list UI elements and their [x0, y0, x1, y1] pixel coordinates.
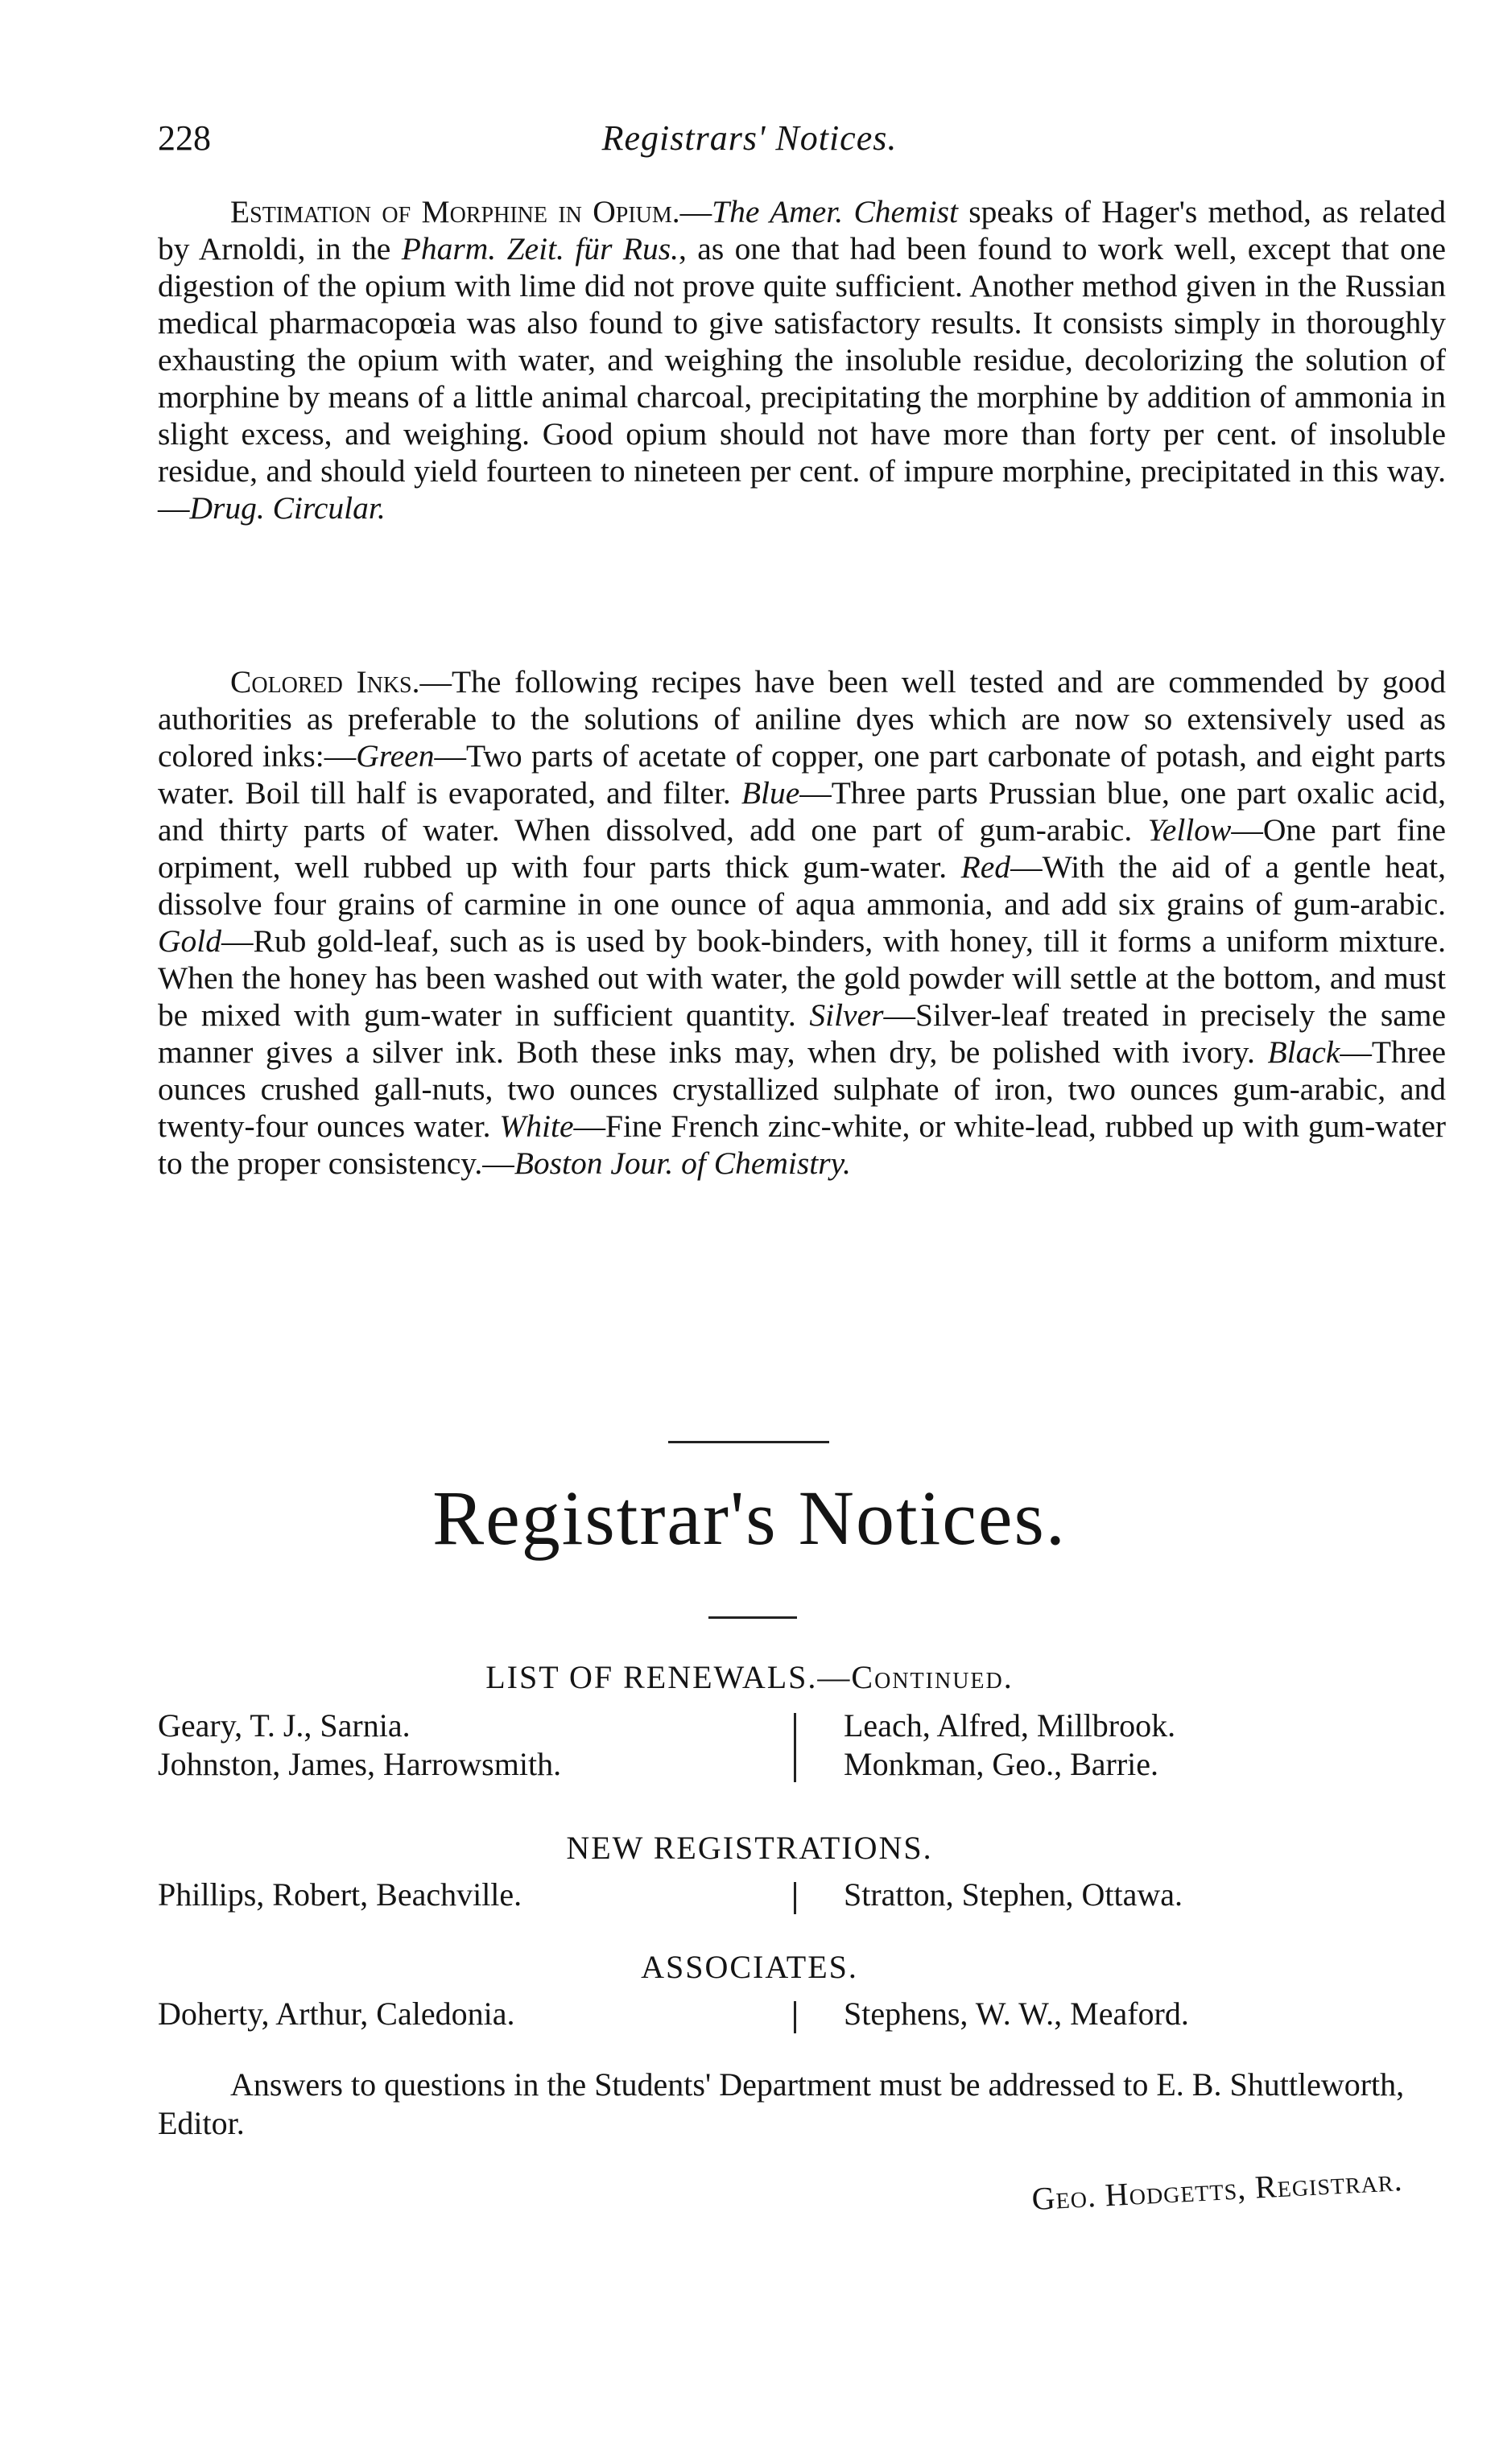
- running-title: Registrars' Notices.: [601, 118, 898, 158]
- ink-name: Yellow: [1147, 812, 1232, 848]
- answers-note-text: Answers to questions in the Students' Department must be addressed to E. B. Shuttleworth, Editor.: [158, 2066, 1405, 2141]
- list-item: Stephens, W. W., Meaford.: [844, 1996, 1189, 2032]
- article-text: —Rub gold-leaf, such as is used by book-binders, with honey, till it forms a uniform mixture. When the honey has been washed out with water, the gold powder will settle at the bottom, and must be mixed with gum-water in sufficient quantity.: [158, 923, 1446, 1033]
- names-column-left: [158, 1876, 770, 1914]
- ink-name: Green: [356, 738, 435, 774]
- article-morphine: [158, 193, 1446, 526]
- article-text: —With the aid of a gentle heat, dissolve four grains of carmine in one ounce of aqua ammonia, and add six grains of gum-arabic.: [158, 849, 1446, 922]
- ink-name: White: [499, 1108, 574, 1144]
- page-number: 228: [158, 118, 211, 158]
- ink-name: Gold: [158, 923, 221, 959]
- ink-name: Silver: [809, 997, 884, 1033]
- section-title: Registrar's Notices.: [432, 1475, 1067, 1561]
- new-registrations-list: [158, 1876, 1341, 1924]
- column-separator: [794, 2001, 796, 2033]
- column-separator: [794, 1882, 796, 1914]
- registrar-signature: Geo. Hodgetts, Registrar.: [1030, 2161, 1404, 2218]
- renewals-list: [158, 1707, 1341, 1787]
- source-citation: The Amer. Chemist: [712, 194, 958, 229]
- article-text: —Silver-leaf treated in precisely the same manner gives a silver ink. Both these inks may, when dry, be polished with ivory.: [158, 997, 1446, 1070]
- article-text: —The following recipes have been well tested and are commended by good authorities as preferable to the solutions of aniline dyes which are now so extensively used as colored inks:—: [158, 664, 1447, 774]
- running-header: [158, 118, 1341, 174]
- ink-name: Black: [1267, 1034, 1340, 1070]
- ink-name: Red: [960, 849, 1011, 885]
- list-item: Geary, T. J., Sarnia.: [158, 1707, 411, 1744]
- source-citation: Drug. Circular.: [189, 490, 386, 526]
- list-item: Leach, Alfred, Millbrook.: [844, 1707, 1176, 1744]
- article-text: —One part fine orpiment, well rubbed up with four parts thick gum-water.: [158, 812, 1446, 885]
- names-column-left: [158, 1707, 770, 1784]
- article-text: —Two parts of acetate of copper, one part carbonate of potash, and eight parts water. Boil till half is evaporated, and filter.: [158, 738, 1446, 811]
- list-item: Stratton, Stephen, Ottawa.: [844, 1876, 1183, 1913]
- renewals-heading-continued: Continued.: [851, 1659, 1014, 1695]
- associates-heading: ASSOCIATES.: [641, 1949, 858, 1985]
- answers-note: [158, 2066, 1446, 2143]
- names-column-right: [844, 1876, 1343, 1914]
- article-heading: Estimation of Morphine in Opium.: [230, 194, 680, 229]
- article-heading: Colored Inks.: [230, 664, 420, 700]
- source-citation: Boston Jour. of Chemistry.: [514, 1145, 851, 1181]
- renewals-heading-main: LIST OF RENEWALS.—: [485, 1659, 852, 1695]
- ink-name: Blue: [741, 775, 800, 811]
- list-item: Monkman, Geo., Barrie.: [844, 1746, 1159, 1782]
- column-separator: [794, 1713, 796, 1782]
- article-text: —Fine French zinc-white, or white-lead, rubbed up with gum-water to the proper consistency.—: [158, 1108, 1446, 1181]
- article-text: , as one that had been found to work well, except that one digestion of the opium with lime did not prove quite sufficient. Another method given in the Russian medical pharmacopœia was also found to give satisfactory results. It consists simply in thoroughly exhausting the opium with water, and weighing the insoluble residue, decolorizing the solution of morphine by means of a little animal charcoal, precipitating the morphine by addition of ammonia in slight excess, and weighing. Good opium should not have more than forty per cent. of insoluble residue, and should yield fourteen to nineteen per cent. of impure morphine, precipitated in this way.—: [158, 231, 1446, 526]
- list-item: Johnston, James, Harrowsmith.: [158, 1746, 562, 1782]
- section-divider-short: [708, 1616, 797, 1619]
- section-divider: [668, 1441, 829, 1443]
- names-column-left: [158, 1995, 770, 2033]
- associates-list: [158, 1995, 1341, 2043]
- article-text: —Three parts Prussian blue, one part oxalic acid, and thirty parts of water. When dissolved, add one part of gum-arabic.: [158, 775, 1447, 848]
- names-column-right: [844, 1707, 1343, 1784]
- new-registrations-heading: NEW REGISTRATIONS.: [566, 1830, 933, 1866]
- article-text: —: [679, 194, 712, 229]
- source-citation: Pharm. Zeit. für Rus.: [401, 231, 679, 266]
- article-text: —Three ounces crushed gall-nuts, two ounces crystallized sulphate of iron, two ounces gum-arabic, and twenty-four ounces water.: [158, 1034, 1446, 1144]
- article-colored-inks: [158, 663, 1446, 1182]
- renewals-heading: [0, 1658, 1499, 1696]
- article-text: speaks of Hager's method, as related by Arnoldi, in the: [158, 194, 1446, 266]
- list-item: Phillips, Robert, Beachville.: [158, 1876, 522, 1913]
- list-item: Doherty, Arthur, Caledonia.: [158, 1996, 515, 2032]
- names-column-right: [844, 1995, 1343, 2033]
